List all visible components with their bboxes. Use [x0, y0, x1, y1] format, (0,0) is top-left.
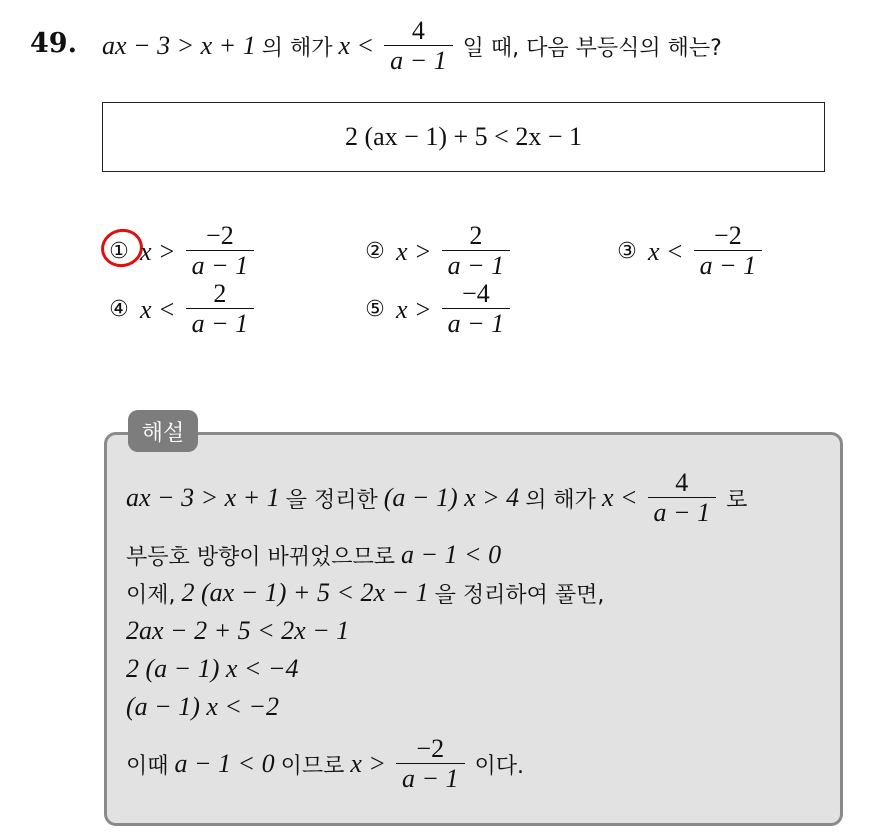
question-text — [102, 14, 722, 78]
solution-denominator: a − 1 — [396, 763, 465, 794]
solution-text: 의 해가 — [525, 487, 596, 513]
solution-expr: (a − 1) x < −2 — [126, 692, 279, 721]
choice-1-numerator: −2 — [206, 221, 234, 250]
solution-expr: 2ax − 2 + 5 < 2x − 1 — [126, 616, 350, 645]
choice-4[interactable] — [104, 280, 258, 339]
choice-2[interactable] — [360, 222, 514, 281]
solution-line-2 — [126, 536, 501, 574]
choice-5-denominator: a − 1 — [442, 308, 511, 339]
choice-4-denominator: a − 1 — [186, 308, 255, 339]
solution-text: 을 정리한 — [285, 487, 378, 513]
choice-2-denominator: a − 1 — [442, 250, 511, 281]
choice-5-fraction — [442, 280, 511, 339]
solution-line-3 — [126, 574, 604, 612]
solution-tag: 해설 — [128, 410, 198, 452]
solution-fraction-2 — [396, 735, 465, 794]
solution-expr: 2 (a − 1) x < −4 — [126, 654, 299, 683]
solution-line-1 — [126, 466, 747, 530]
choice-5-numerator: −4 — [462, 279, 490, 308]
solution-fraction-1 — [648, 469, 717, 528]
solution-expr: a − 1 < 0 — [174, 749, 275, 778]
choice-3-relation: x < — [648, 236, 684, 266]
inequality-box — [102, 102, 825, 172]
choice-2-relation: x > — [396, 236, 432, 266]
solution-text: 이다. — [474, 753, 525, 779]
solution-expr: a − 1 < 0 — [401, 540, 502, 569]
solution-denominator: a − 1 — [648, 497, 717, 528]
choice-5-relation: x > — [396, 294, 432, 324]
solution-text: 이제, — [126, 582, 176, 608]
solution-line-4 — [126, 612, 349, 650]
premise-numerator: 4 — [411, 15, 425, 45]
solution-text: 부등호 방향이 바뀌었으므로 — [126, 544, 396, 570]
solution-expr: 2 (ax − 1) + 5 < 2x − 1 — [181, 578, 429, 607]
premise-relation: x < — [338, 31, 375, 60]
solution-line-7 — [126, 732, 524, 796]
solution-expr: (a − 1) x > 4 — [383, 483, 520, 512]
solution-line-6 — [126, 688, 279, 726]
question-prompt: 일 때, 다음 부등식의 해는? — [462, 35, 722, 61]
choice-2-numerator: 2 — [469, 221, 483, 250]
choice-4-relation: x < — [140, 294, 176, 324]
solution-text: 이므로 — [280, 753, 345, 779]
choice-5-symbol: ⑤ — [365, 297, 385, 322]
choice-2-fraction — [442, 222, 511, 281]
choice-2-symbol: ② — [365, 239, 385, 264]
choice-3-symbol: ③ — [617, 239, 637, 264]
choice-3-fraction — [694, 222, 763, 281]
premise-connector: 의 해가 — [261, 35, 333, 61]
solution-relation: x > — [350, 749, 386, 778]
choice-3-numerator: −2 — [714, 221, 742, 250]
choice-3-denominator: a − 1 — [694, 250, 763, 281]
choice-4-symbol: ④ — [109, 297, 129, 322]
choice-1-fraction — [186, 222, 255, 281]
solution-text: 로 — [726, 487, 748, 513]
premise-inequality: ax − 3 > x + 1 — [102, 31, 256, 60]
solution-premise: ax − 3 > x + 1 — [126, 483, 280, 512]
solution-relation: x < — [601, 483, 638, 512]
choice-5[interactable] — [360, 280, 514, 339]
choice-1-denominator: a − 1 — [186, 250, 255, 281]
premise-denominator: a − 1 — [384, 45, 453, 76]
choice-4-fraction — [186, 280, 255, 339]
choice-1-relation: x > — [140, 236, 176, 266]
choice-3[interactable] — [612, 222, 766, 281]
premise-fraction — [384, 17, 453, 76]
solution-text: 이때 — [126, 753, 169, 779]
boxed-inequality: 2 (ax − 1) + 5 < 2x − 1 — [344, 122, 582, 151]
solution-line-5 — [126, 650, 299, 688]
choice-1-symbol: ① — [109, 239, 129, 264]
choice-4-numerator: 2 — [213, 279, 227, 308]
solution-numerator: 4 — [675, 467, 689, 497]
solution-text: 을 정리하여 풀면, — [434, 582, 605, 608]
question-number: 49. — [30, 28, 77, 59]
solution-numerator: −2 — [416, 733, 445, 763]
choice-1[interactable] — [104, 222, 258, 281]
